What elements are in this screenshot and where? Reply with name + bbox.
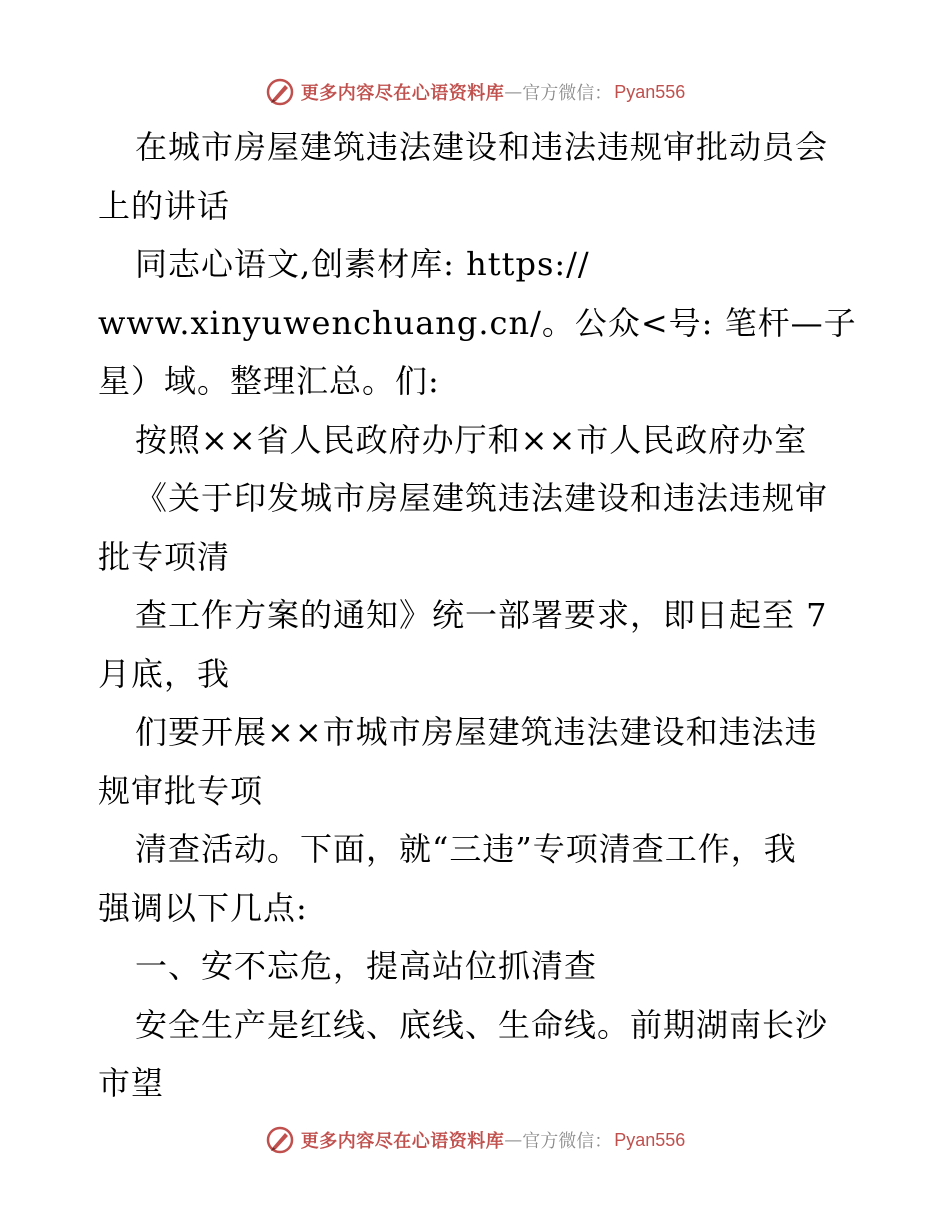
title-line-2: 上的讲话 <box>98 186 231 225</box>
body-line: 清查活动。下面，就“三违”专项清查工作，我 <box>135 830 797 868</box>
body-line: 规审批专项 <box>98 771 264 810</box>
banner-dash: — <box>504 81 523 103</box>
section-heading: 一、安不忘危，提高站位抓清查 <box>135 947 598 985</box>
banner-wechat-label: 官方微信： <box>522 83 613 104</box>
body-line: 《关于印发城市房屋建筑违法建设和违法违规审 <box>135 479 829 517</box>
pen-logo-icon <box>265 77 295 107</box>
body-line: 强调以下几点: <box>98 888 308 927</box>
banner-dash: — <box>504 1129 523 1151</box>
body-line: www.xinyuwenchuang.cn/。公众<号: 笔杆—子 <box>98 303 857 342</box>
footer-watermark-banner <box>0 1120 950 1160</box>
body-line: 查工作方案的通知》统一部署要求，即日起至 7 <box>135 596 828 634</box>
body-line: 批专项清 <box>98 537 231 576</box>
document-body <box>98 118 858 1113</box>
body-line: 按照××省人民政府办厅和××市人民政府办室 <box>135 420 808 459</box>
banner-wechat-id: Pyan556 <box>614 1129 686 1150</box>
body-line: 们要开展××市城市房屋建筑违法建设和违法违 <box>135 713 818 751</box>
body-line: 同志心语文,创素材库: https:// <box>135 245 590 283</box>
banner-brand-text: 更多内容尽在心语资料库 <box>300 1131 505 1152</box>
body-line: 星）域。整理汇总。们: <box>98 362 440 400</box>
body-line: 月底，我 <box>98 654 231 693</box>
body-line: 市望 <box>98 1064 165 1102</box>
banner-brand-text: 更多内容尽在心语资料库 <box>300 83 505 104</box>
body-line: 安全生产是红线、底线、生命线。前期湖南长沙 <box>135 1005 829 1044</box>
pen-logo-icon <box>265 1125 295 1155</box>
header-watermark-banner <box>0 72 950 112</box>
title-line-1: 在城市房屋建筑违法建设和违法违规审批动员会 <box>135 128 829 166</box>
banner-wechat-label: 官方微信： <box>522 1131 613 1152</box>
banner-wechat-id: Pyan556 <box>614 81 686 102</box>
